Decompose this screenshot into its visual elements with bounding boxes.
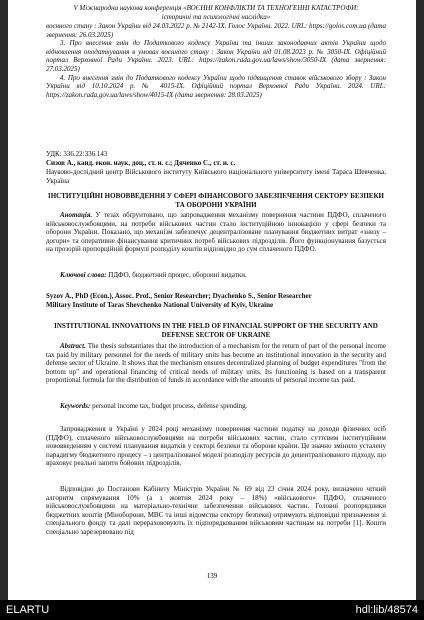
conference-title: V Міжнародна наукова конференція «ВОЄННІ КОНФЛІКТИ ТА ТЕХНОГЕННІ КАТАСТРОФИ: <box>73 4 359 12</box>
conference-subtitle: історичні та психологічні наслідки» <box>161 12 271 21</box>
abstract-en <box>46 342 386 385</box>
keywords-en-text: personal income tax, budget process, defense spending. <box>92 402 248 410</box>
reference-item: 3. Про внесення змін до Податкового кодексу України та інших законодавчих актів України щодо відновлення оподаткування в умовах воєнного стану : Закон України від 01.08.2023 р. № 3050-IX. Офіційний портал Верховної Ради України. 2023. URL: https://zakon.rada.gov.ua/laws/show/3050-IX (дата звернення: 27.03.2025) <box>46 39 386 73</box>
affiliation-uk: Науково-дослідний центр Військового інституту Київського національного університету імені Тараса Шевченка, Україна <box>46 168 386 185</box>
udc: УДК: 336.22:336.143 <box>46 150 108 158</box>
keywords-uk-label: Ключові слова: <box>60 271 107 279</box>
abstract-en-text: The thesis substantiates that the introduction of a mechanism for the return of part of the personal income tax paid by military personnel for the needs of military units has become an institutional innovation in the security and defense sector of Ukraine. It shows that the mechanism ensures decentralized planning of budget expenditures "from the bottom up" and operational financing of critical needs of military units. Its functioning is based on a transparent proportional formula for the distribution of funds in accordance with the amounts of personal income tax paid. <box>46 342 387 385</box>
abstract-uk-text: У тезах обґрунтовано, що запровадження механізму повернення частини ПДФО, сплаченого військовослужбовцями, на потреби військових частин стало інституційною інновацією у сфері безпеки та оборони України. Показано, що механізм забезпечує децентралізоване планування бюджетних витрат «знизу – догори» та оперативне фінансування критичних потреб військових підрозділів. Його функціонування базується на прозорій пропорційній формулі розподілу коштів відповідно до сум сплаченого ПДФО. <box>46 211 386 254</box>
reference-item: 4. Про внесення змін до Податкового кодексу України щодо підвищення ставок військового збору : Закон України від 10.10.2024 р. № 4015-IX. Офіційний портал Верховної Ради України. 2024. URL: https://zakon.rada.gov.ua/laws/show/4015-IX (дата звернення: 28.03.2025) <box>46 73 386 99</box>
authors-en: Syzov A., PhD (Econ.), Assoc. Prof., Senior Researcher; Dyachenko S., Senior Researcher <box>46 292 312 300</box>
abstract-en-label: Abstract. <box>60 342 86 350</box>
abstract-uk-label: Анотація. <box>60 211 93 219</box>
affiliation-en: Military Institute of Taras Shevchenko National University of Kyiv, Ukraine <box>46 301 274 309</box>
title-en: INSTITUTIONAL INNOVATIONS IN THE FIELD OF FINANCIAL SUPPORT OF THE SECURITY AND DEFENSE SECTOR OF UKRAINE <box>54 322 378 339</box>
footer-left-label: ELARTU <box>6 604 50 616</box>
references-list <box>46 22 386 99</box>
keywords-en <box>46 402 386 411</box>
reference-item: воєнного стану : Закон України від 24.03.2022 р. № 2142-IX. Голос України. 2022. URL: https://golos.com.ua (дата звернення: 26.03.2025) <box>46 22 386 39</box>
keywords-en-label: Keywords: <box>60 402 91 410</box>
title-uk: ІНСТИТУЦІЙНІ НОВОВВЕДЕННЯ У СФЕРІ ФІНАНСОВОГО ЗАБЕЗПЕЧЕННЯ СЕКТОРУ БЕЗПЕКИ ТА ОБОРОНИ УКРАЇНИ <box>48 192 384 209</box>
abstract-uk <box>46 211 386 254</box>
body-paragraph: Відповідно до Постанови Кабінету Міністрів України № 69 від 23 січня 2024 року, визначено чіткий алгоритм спрямування 10% (а з жовтня 2024 року – 18%) «військового» ПДФО, сплаченого військовослужбовцями на матеріально-технічне забезпечення військових частин. Головні розпорядники бюджетних коштів (Міноборони, МВС та інші відомства сектору безпеки) отримують відповідні призначення зі спеціального фонду та далі перерахововують їх підпорядкованим військовим частинам на потреби [1]. Кошти спеціально зарезервовано під <box>46 485 386 536</box>
document-page <box>8 0 416 600</box>
footer-bar <box>0 600 424 620</box>
keywords-uk-text: ПДФО, бюджетний процес, оборонні видатки. <box>108 271 247 279</box>
body-paragraph: Запровадження в Україні у 2024 році механізму повернення частини податку на доходи фізичних осіб (ПДФО), сплаченого військовослужбовцями на потреби військових частин, стало суттєвим інституційним нововведенням у системі планування видатків у секторі безпеки та оборони країни. Це значно змінило усталену парадигму бюджетного процесу – з централізованої моделі розподілу ресурсів до децентралізованого підходу, що враховує реальні запити бойових підрозділів. <box>46 425 386 468</box>
page-number: 139 <box>206 572 218 580</box>
authors-uk: Сизов А., канд. екон. наук, доц., ст. н. с.; Дяченко С., ст. н. с. <box>46 159 236 167</box>
footer-handle: hdl:lib/48574 <box>355 604 418 616</box>
keywords-uk <box>46 271 386 280</box>
conference-header <box>46 4 386 21</box>
